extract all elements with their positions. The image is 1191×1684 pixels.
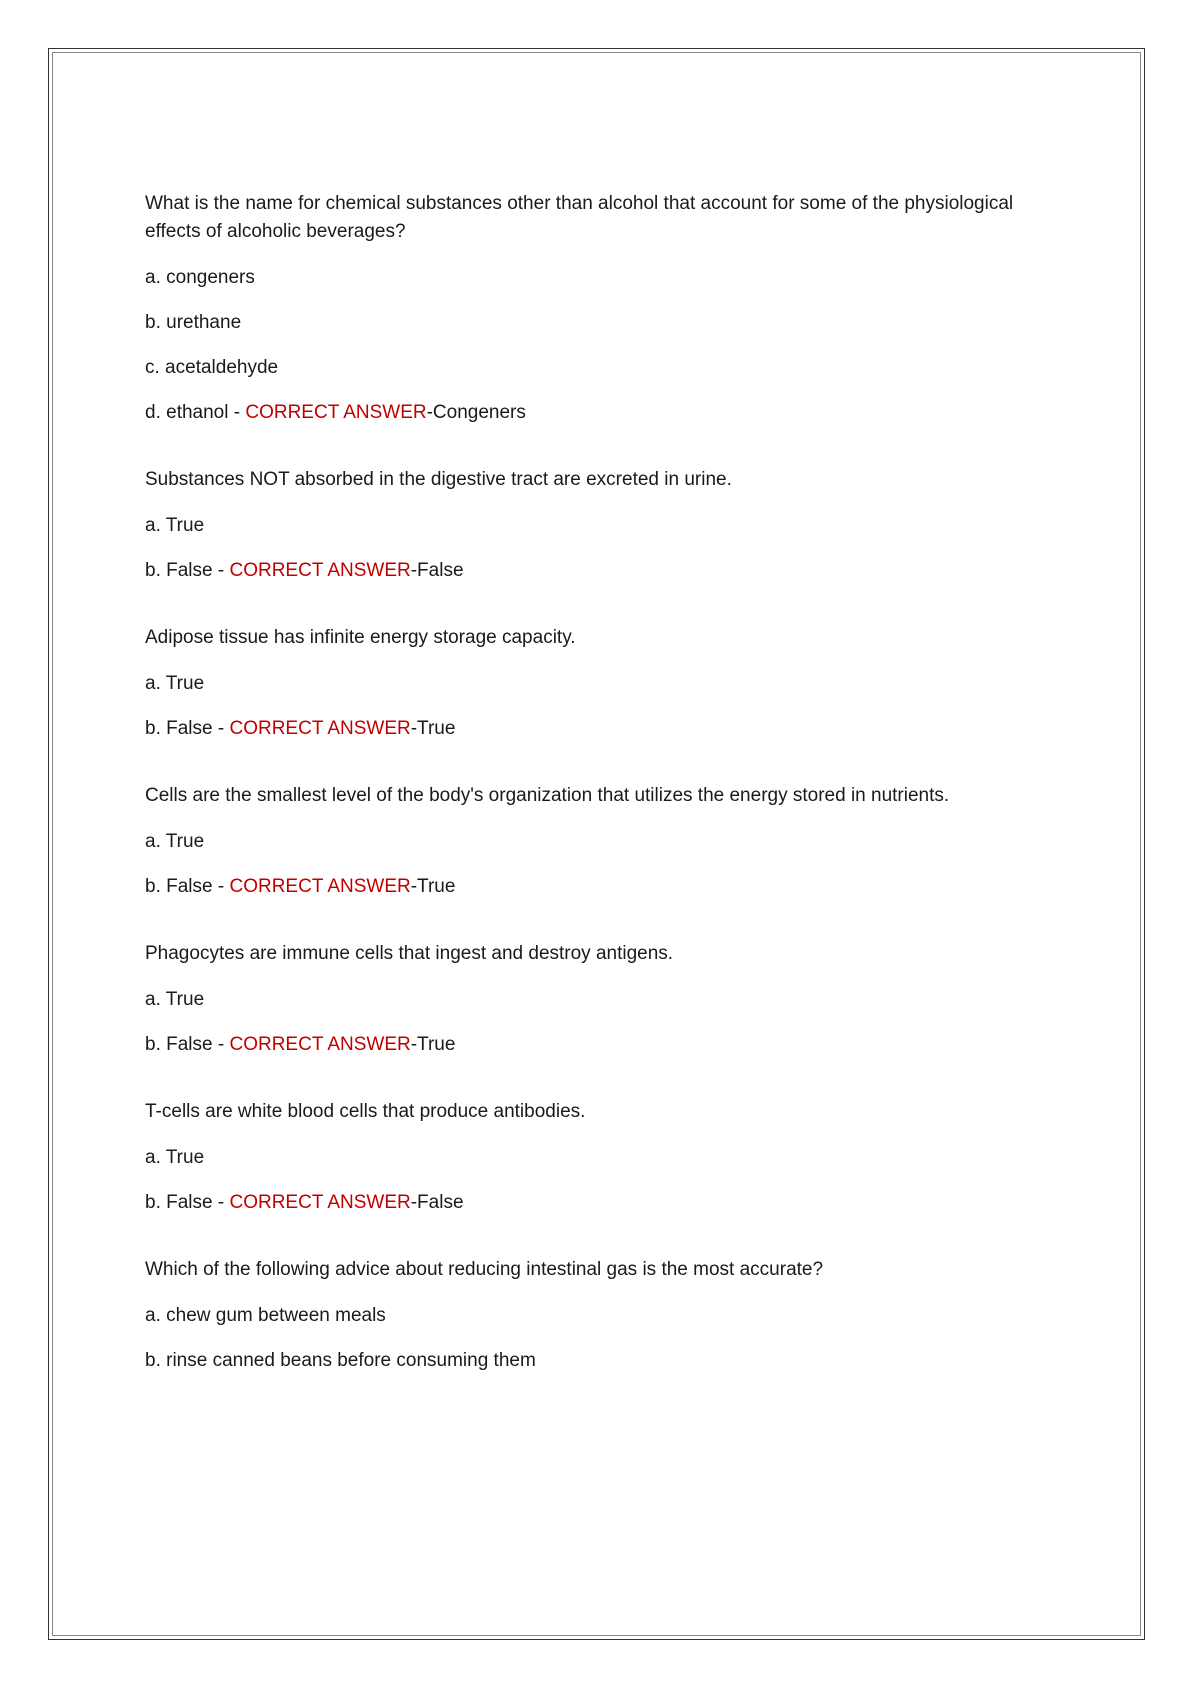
option-b-with-answer <box>145 873 1045 901</box>
document-content <box>145 190 1045 1414</box>
option-text: b. False - <box>145 876 225 897</box>
correct-answer-label: CORRECT ANSWER <box>229 1034 411 1055</box>
question-text: Cells are the smallest level of the body's organization that utilizes the energy stored in nutrients. <box>145 785 950 806</box>
option-text: b. False - <box>145 560 225 581</box>
option-text: b. False - <box>145 718 225 739</box>
question-text: What is the name for chemical substances other than alcohol that account for some of the physiological effects of alcoholic beverages? <box>145 193 1014 242</box>
correct-answer-value: -True <box>410 718 456 739</box>
correct-answer-value: -False <box>410 560 464 581</box>
question-text: Which of the following advice about reducing intestinal gas is the most accurate? <box>145 1259 824 1280</box>
option-a: a. congeners <box>145 267 255 288</box>
correct-answer-label: CORRECT ANSWER <box>229 718 411 739</box>
option-b-with-answer <box>145 715 1045 743</box>
option-text: d. ethanol - <box>145 402 241 423</box>
option-a: a. chew gum between meals <box>145 1305 386 1326</box>
option-text: b. False - <box>145 1034 225 1055</box>
option-a: a. True <box>145 989 205 1010</box>
question-block <box>145 782 1045 901</box>
option-b-with-answer <box>145 1031 1045 1059</box>
question-text: Adipose tissue has infinite energy storage capacity. <box>145 627 576 648</box>
correct-answer-label: CORRECT ANSWER <box>229 1192 411 1213</box>
option-b-with-answer <box>145 557 1045 585</box>
option-a: a. True <box>145 831 205 852</box>
question-block <box>145 1256 1045 1375</box>
option-a: a. True <box>145 515 205 536</box>
option-b: b. urethane <box>145 312 242 333</box>
question-block <box>145 1098 1045 1217</box>
correct-answer-label: CORRECT ANSWER <box>229 560 411 581</box>
correct-answer-value: -Congeners <box>426 402 526 423</box>
question-block <box>145 190 1045 427</box>
question-text: Phagocytes are immune cells that ingest and destroy antigens. <box>145 943 674 964</box>
question-text: Substances NOT absorbed in the digestive tract are excreted in urine. <box>145 469 732 490</box>
question-block <box>145 940 1045 1059</box>
correct-answer-value: -True <box>410 1034 456 1055</box>
correct-answer-label: CORRECT ANSWER <box>245 402 427 423</box>
correct-answer-value: -False <box>410 1192 464 1213</box>
option-c: c. acetaldehyde <box>145 357 279 378</box>
option-text: b. False - <box>145 1192 225 1213</box>
question-text: T-cells are white blood cells that produce antibodies. <box>145 1101 586 1122</box>
option-a: a. True <box>145 1147 205 1168</box>
question-block <box>145 624 1045 743</box>
correct-answer-label: CORRECT ANSWER <box>229 876 411 897</box>
option-b-with-answer <box>145 1189 1045 1217</box>
correct-answer-value: -True <box>410 876 456 897</box>
option-d-with-answer <box>145 399 1045 427</box>
option-b: b. rinse canned beans before consuming them <box>145 1350 536 1371</box>
option-a: a. True <box>145 673 205 694</box>
question-block <box>145 466 1045 585</box>
